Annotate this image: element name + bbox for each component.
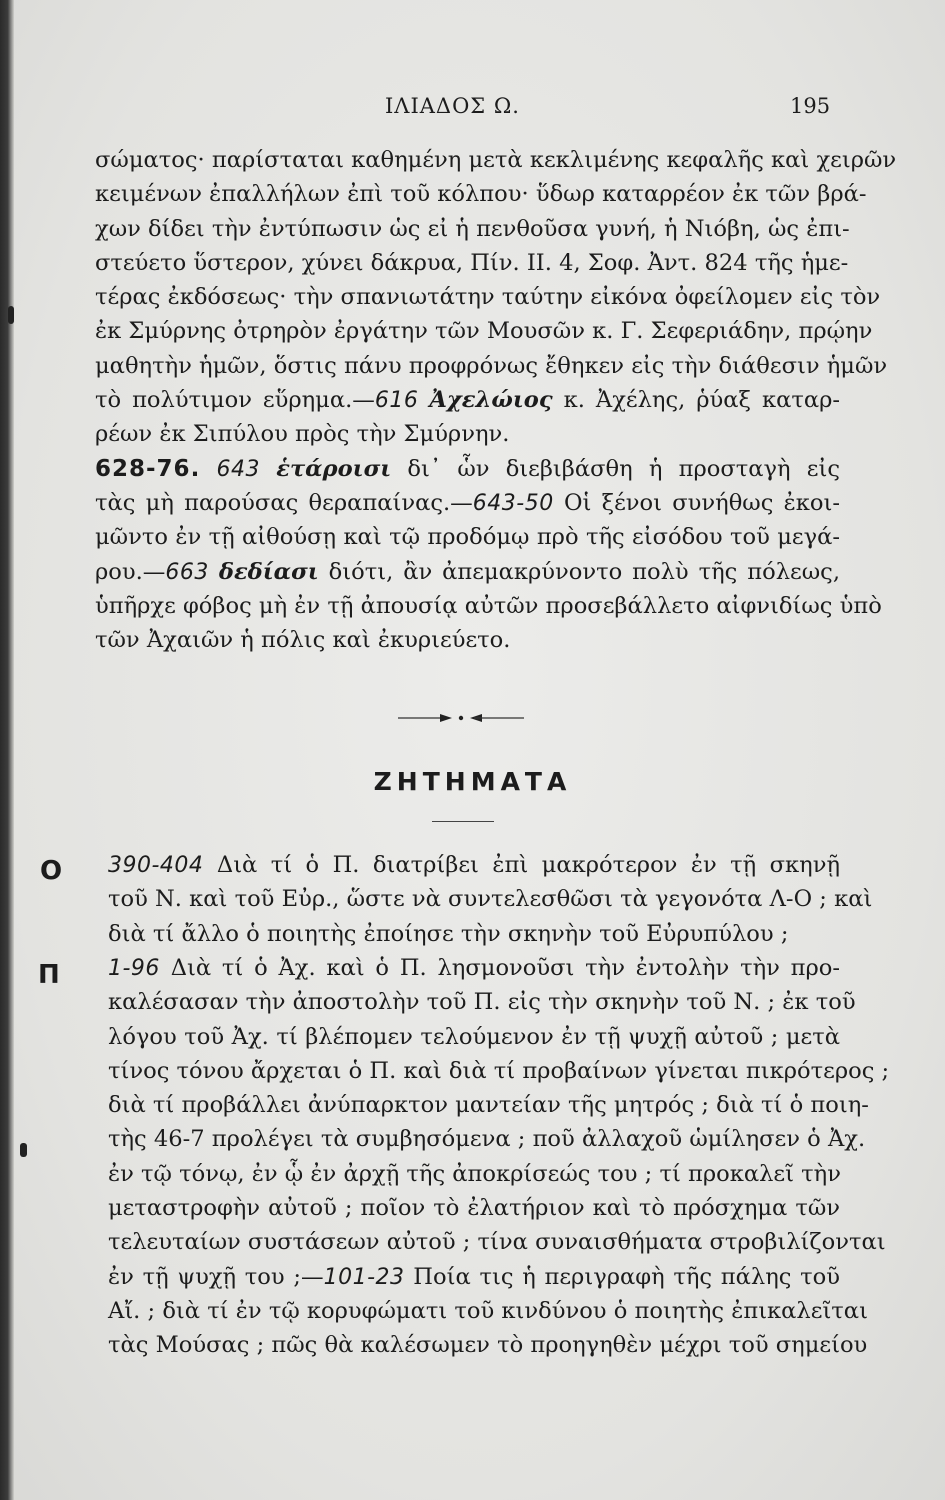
- text-run: δι᾽ ὧν διεβιβάσθη ἡ προσταγὴ εἰς: [407, 455, 840, 482]
- text-run: ρου.—: [95, 558, 166, 585]
- ink-mark: [20, 1143, 27, 1157]
- text-line: διὰ τί ἄλλο ὁ ποιητὴς ἐποίησε τὴν σκηνὴν τοῦ Εὐρυπύλου ;: [108, 920, 789, 947]
- text-run: Διὰ τί ὁ Ἀχ. καὶ ὁ Π. λησμονοῦσι τὴν ἐντολὴν τὴν προ-: [170, 955, 840, 981]
- question-block-o: [108, 848, 873, 951]
- running-title: ΙΛΙΑΔΟΣ Ω.: [385, 94, 520, 118]
- text-line: στεύετο ὕστερον, χύνει δάκρυα, Πίν. ΙΙ. 4, Σοφ. Ἀντ. 824 τῆς ἡμε-: [95, 249, 849, 276]
- text-line: τῶν Ἀχαιῶν ἡ πόλις καὶ ἐκυριεύετο.: [95, 627, 511, 654]
- text-line: τὰς Μούσας ; πῶς θὰ καλέσωμεν τὸ προηγηθὲν μέχρι τοῦ σημείου: [108, 1332, 868, 1359]
- text-run: Οἱ ξένοι συνήθως ἐκοι-: [563, 489, 840, 516]
- verse-reference: 643-50: [472, 490, 554, 516]
- text-line: διὰ τί προβάλλει ἀνύπαρκτον μαντείαν τῆς μητρός ; διὰ τί ὁ ποιη-: [108, 1092, 869, 1119]
- text-line: Αἴ. ; διὰ τί ἐν τῷ κορυφώματι τοῦ κινδύνου ὁ ποιητὴς ἐπικαλεῖται: [108, 1297, 868, 1324]
- verse-range: 628-76.: [95, 455, 201, 482]
- page-binding-edge: [0, 0, 14, 1500]
- text-line: ἐκ Σμύρνης ὀτρηρὸν ἐργάτην τῶν Μουσῶν κ. Γ. Σεφεριάδην, πρῴην: [95, 318, 873, 345]
- text-line: τελευταίων συστάσεων αὐτοῦ ; τίνα συναισθήματα στροβιλίζονται: [108, 1229, 886, 1256]
- verse-reference: 101-23: [323, 1264, 405, 1290]
- ornament-divider: [396, 706, 526, 730]
- text-run: τὸ πολύτιμον εὕρημα.—: [95, 387, 375, 414]
- text-line: τέρας ἐκδόσεως· τὴν σπανιωτάτην ταύτην εἰκόνα ὀφείλομεν εἰς τὸν: [95, 284, 881, 311]
- verse-reference: 390-404: [108, 853, 204, 878]
- text-run: ἐν τῇ ψυχῇ του ;—: [108, 1263, 324, 1290]
- page-number: 195: [790, 94, 831, 118]
- heading-rule: [432, 821, 494, 822]
- lemma: ἑτάροισι: [276, 455, 392, 482]
- text-line: τοῦ Ν. καὶ τοῦ Εὐρ., ὥστε νὰ συντελεσθῶσι τὰ γεγονότα Λ-Ο ; καὶ: [108, 886, 873, 913]
- verse-reference: 663: [165, 559, 209, 585]
- lemma: Ἀχελώιος: [429, 387, 553, 414]
- text-line: χων δίδει τὴν ἐντύπωσιν ὡς εἰ ἡ πενθοῦσα γυνή, ἡ Νιόβη, ὡς ἐπι-: [95, 215, 850, 242]
- section-heading: ΖΗΤΗΜΑΤΑ: [373, 767, 572, 796]
- text-line: κειμένων ἐπαλλήλων ἐπὶ τοῦ κόλπου· ὕδωρ καταρρέον ἐκ τῶν βρά-: [95, 181, 867, 208]
- text-line: ρέων ἐκ Σιπύλου πρὸς τὴν Σμύρνην.: [95, 421, 510, 448]
- text-line: λόγου τοῦ Ἀχ. τί βλέπομεν τελούμενον ἐν τῇ ψυχῇ αὐτοῦ ; μετὰ: [108, 1023, 840, 1050]
- running-header: [0, 94, 945, 124]
- question-block-p: [108, 951, 890, 1363]
- text-line: [95, 383, 840, 417]
- book-letter-o: Ο: [40, 856, 63, 886]
- text-run: τὰς μὴ παρούσας θεραπαίνας.—: [95, 489, 473, 516]
- book-letter-p: Π: [38, 960, 60, 990]
- text-line: μεταστροφὴν αὐτοῦ ; ποῖον τὸ ἐλατήριον καὶ τὸ πρόσχημα τῶν: [108, 1195, 840, 1222]
- text-line: τίνος τόνου ἄρχεται ὁ Π. καὶ διὰ τί προβαίνων γίνεται πικρότερος ;: [108, 1057, 890, 1084]
- text-run: Ποία τις ἡ περιγραφὴ τῆς πάλης τοῦ: [413, 1263, 840, 1290]
- text-line: [95, 452, 840, 486]
- text-line: μῶντο ἐν τῇ αἰθούσῃ καὶ τῷ προδόμῳ πρὸ τῆς εἰσόδου τοῦ μεγά-: [95, 524, 840, 551]
- text-line: ὑπῆρχε φόβος μὴ ἐν τῇ ἀπουσίᾳ αὐτῶν προσεβάλλετο αἰφνιδίως ὑπὸ: [95, 592, 882, 619]
- text-line: ἐν τῷ τόνῳ, ἐν ᾧ ἐν ἀρχῇ τῆς ἀποκρίσεώς του ; τί προκαλεῖ τὴν: [108, 1160, 841, 1187]
- text-line: καλέσασαν τὴν ἀποστολὴν τοῦ Π. εἰς τὴν σκηνὴν τοῦ Ν. ; ἐκ τοῦ: [108, 989, 856, 1016]
- text-line: σώματος· παρίσταται καθημένη μετὰ κεκλιμένης κεφαλῆς καὶ χειρῶν: [95, 147, 897, 173]
- verse-reference: 616: [374, 388, 419, 414]
- verse-reference: 643: [216, 456, 261, 482]
- verse-reference: 1-96: [108, 956, 160, 981]
- text-line: τὴς 46-7 προλέγει τὰ συμβησόμενα ; ποῦ ἀλλαχοῦ ὡμίλησεν ὁ Ἀχ.: [108, 1126, 866, 1153]
- ink-mark: [8, 306, 14, 324]
- text-line: μαθητὴν ἡμῶν, ὅστις πάνυ προφρόνως ἔθηκεν εἰς τὴν διάθεσιν ἡμῶν: [95, 352, 888, 379]
- text-run: κ. Ἀχέλης, ῥύαξ καταρ-: [563, 387, 841, 414]
- text-run: Διὰ τί ὁ Π. διατρίβει ἐπὶ μακρότερον ἐν τῇ σκηνῇ: [216, 852, 840, 878]
- text-line: [108, 1260, 840, 1294]
- text-line: [95, 486, 840, 520]
- text-run: διότι, ἂν ἀπεμακρύνοντο πολὺ τῆς πόλεως,: [328, 558, 841, 585]
- text-line: [108, 848, 840, 882]
- lemma: δεδίασι: [218, 558, 319, 585]
- text-line: [108, 951, 840, 985]
- commentary-block: [95, 143, 897, 657]
- text-line: [95, 555, 840, 589]
